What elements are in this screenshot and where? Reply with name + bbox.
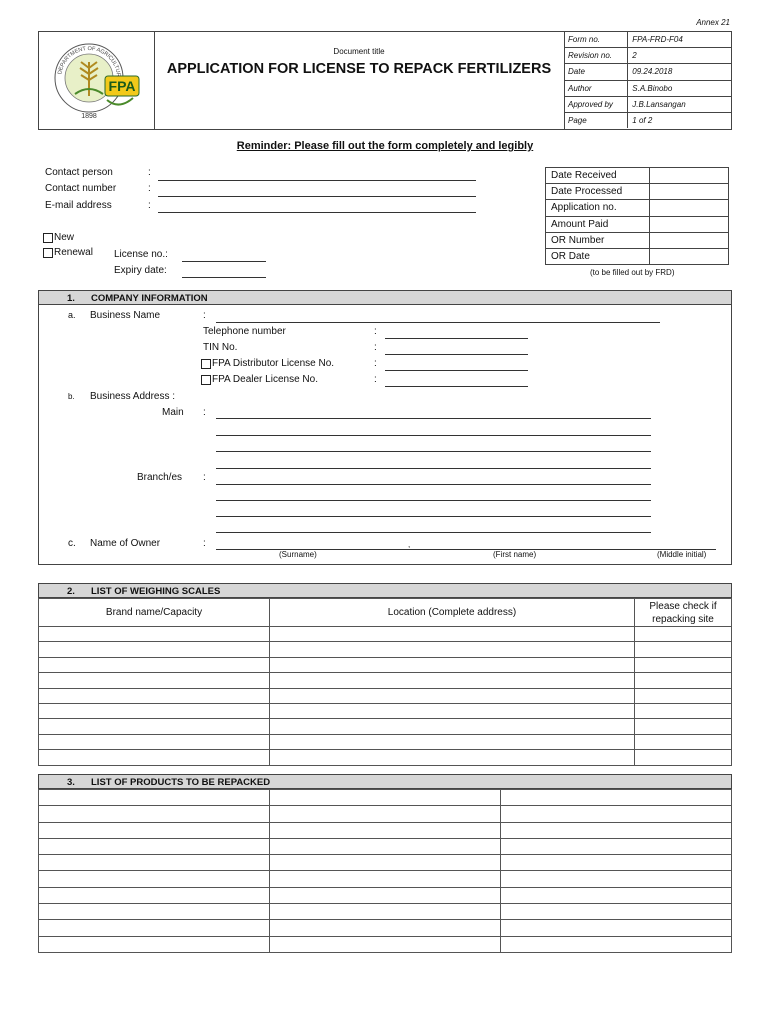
dealer-license-label: FPA Dealer License No.	[212, 374, 318, 385]
item-c-label: c.	[68, 538, 76, 549]
middle-initial-caption: (Middle initial)	[657, 550, 707, 559]
logo-cell	[39, 32, 155, 129]
colon: :	[374, 374, 377, 385]
table-cell[interactable]	[635, 688, 732, 703]
section-title: LIST OF WEIGHING SCALES	[91, 586, 221, 597]
table-cell[interactable]	[501, 806, 732, 822]
expiry-date-label: Expiry date:	[114, 265, 167, 276]
new-label: New	[54, 232, 75, 243]
contact-person-label: Contact person	[45, 167, 113, 178]
table-cell[interactable]	[635, 673, 732, 688]
table-cell[interactable]	[270, 822, 501, 838]
amount-paid-field[interactable]	[650, 216, 729, 232]
expiry-date-field[interactable]	[182, 277, 266, 278]
table-cell[interactable]	[501, 790, 732, 806]
table-cell[interactable]	[39, 855, 270, 871]
table-cell[interactable]	[635, 627, 732, 642]
tin-field[interactable]	[385, 354, 528, 355]
frd-label: OR Number	[546, 232, 650, 248]
seal-ring-text: DEPARTMENT OF AGRICULTUR	[57, 45, 122, 78]
table-cell[interactable]	[270, 642, 635, 657]
colon: :	[203, 310, 206, 321]
business-name-field[interactable]	[216, 322, 660, 323]
colon: :	[148, 200, 151, 211]
table-cell[interactable]	[270, 703, 635, 718]
dealer-license-checkbox[interactable]	[201, 375, 211, 385]
colon: :	[148, 167, 151, 178]
table-cell[interactable]	[501, 936, 732, 952]
meta-key: Author	[564, 80, 628, 96]
contact-number-label: Contact number	[45, 183, 117, 194]
table-cell[interactable]	[39, 657, 270, 672]
main-address-line-4[interactable]	[216, 468, 651, 469]
weighing-scales-table	[38, 598, 732, 766]
table-cell[interactable]	[270, 750, 635, 765]
table-cell[interactable]	[39, 887, 270, 903]
section1-header	[38, 290, 732, 305]
email-label: E-mail address	[45, 200, 112, 211]
distributor-license-field[interactable]	[385, 370, 528, 371]
colon: :	[203, 407, 206, 418]
table-cell[interactable]	[39, 750, 270, 765]
main-address-line-2[interactable]	[216, 435, 651, 436]
table-cell[interactable]	[270, 719, 635, 734]
department-seal-icon	[47, 38, 147, 124]
item-a-label: a.	[68, 310, 76, 320]
table-cell[interactable]	[39, 904, 270, 920]
table-cell[interactable]	[39, 734, 270, 749]
new-checkbox[interactable]	[43, 233, 53, 243]
meta-value: 2	[628, 48, 731, 64]
table-cell[interactable]	[501, 855, 732, 871]
distributor-license-label: FPA Distributor License No.	[212, 358, 335, 369]
branch-address-line-4[interactable]	[216, 532, 651, 533]
table-cell[interactable]	[270, 734, 635, 749]
table-cell[interactable]	[39, 719, 270, 734]
colon: :	[374, 326, 377, 337]
table-cell[interactable]	[635, 750, 732, 765]
frd-label: Date Received	[546, 168, 650, 184]
document-meta-table	[564, 32, 731, 128]
business-address-label: Business Address :	[90, 391, 176, 402]
column-header-location: Location (Complete address)	[270, 599, 635, 627]
table-cell[interactable]	[501, 887, 732, 903]
table-cell[interactable]	[270, 871, 501, 887]
meta-key: Revision no.	[564, 48, 628, 64]
table-cell[interactable]	[270, 887, 501, 903]
meta-value: 09.24.2018	[628, 64, 731, 80]
meta-value: 1 of 2	[632, 116, 653, 126]
colon: :	[203, 472, 206, 483]
main-address-line-1[interactable]	[216, 418, 651, 419]
colon: :	[374, 358, 377, 369]
table-cell[interactable]	[270, 904, 501, 920]
section-number: 3.	[67, 777, 75, 788]
seal-year: 1898	[81, 113, 97, 120]
table-cell[interactable]	[501, 920, 732, 936]
dealer-license-field[interactable]	[385, 386, 528, 387]
meta-value: S.A.Binobo	[628, 80, 731, 96]
renewal-label: Renewal	[54, 247, 93, 258]
meta-key: Page	[564, 112, 628, 128]
application-no-field[interactable]	[650, 200, 729, 216]
products-table	[38, 789, 732, 953]
table-cell[interactable]	[270, 806, 501, 822]
frd-label: OR Date	[546, 248, 650, 264]
or-date-field[interactable]	[650, 248, 729, 264]
owner-name-label: Name of Owner	[90, 538, 161, 549]
branch-address-line-1[interactable]	[216, 484, 651, 485]
table-cell[interactable]	[270, 673, 635, 688]
distributor-license-checkbox[interactable]	[201, 359, 211, 369]
table-cell[interactable]	[39, 673, 270, 688]
meta-key: Date	[564, 64, 628, 80]
annex-label: Annex 21	[696, 18, 730, 27]
table-cell[interactable]	[501, 871, 732, 887]
reminder-text: Reminder: Please fill out the form completely and legibly	[236, 140, 534, 152]
table-cell[interactable]	[39, 642, 270, 657]
email-field[interactable]	[158, 212, 476, 213]
table-cell[interactable]	[39, 871, 270, 887]
contact-person-field[interactable]	[158, 180, 476, 181]
tin-label: TIN No.	[203, 342, 238, 353]
table-cell[interactable]	[39, 627, 270, 642]
table-cell[interactable]	[270, 920, 501, 936]
date-processed-field[interactable]	[650, 184, 729, 200]
table-cell[interactable]	[270, 657, 635, 672]
fpa-logo-text: FPA	[108, 78, 136, 94]
table-cell[interactable]	[270, 838, 501, 854]
license-no-label: License no.:	[114, 249, 168, 260]
date-received-field[interactable]	[650, 168, 729, 184]
table-cell[interactable]	[270, 855, 501, 871]
meta-value: J.B.Lansangan	[628, 96, 731, 112]
frd-label: Amount Paid	[546, 216, 650, 232]
telephone-label: Telephone number	[203, 326, 286, 337]
main-address-label: Main	[162, 407, 184, 418]
telephone-field[interactable]	[385, 338, 528, 339]
item-b-label: b.	[68, 392, 75, 401]
colon: :	[203, 538, 206, 549]
surname-caption: (Surname)	[279, 550, 317, 559]
section-number: 1.	[67, 293, 75, 304]
section-title: LIST OF PRODUCTS TO BE REPACKED	[91, 777, 271, 788]
table-cell[interactable]	[39, 822, 270, 838]
table-cell[interactable]	[635, 703, 732, 718]
table-cell[interactable]	[39, 806, 270, 822]
column-header-brand: Brand name/Capacity	[39, 599, 270, 627]
section-title: COMPANY INFORMATION	[91, 293, 208, 304]
title-cell	[154, 32, 565, 129]
frd-use-table	[545, 167, 729, 265]
table-cell[interactable]	[270, 688, 635, 703]
renewal-checkbox[interactable]	[43, 248, 53, 258]
branch-address-line-2[interactable]	[216, 500, 651, 501]
table-cell[interactable]	[39, 790, 270, 806]
document-header	[38, 31, 732, 130]
table-cell[interactable]	[635, 657, 732, 672]
contact-number-field[interactable]	[158, 196, 476, 197]
section-number: 2.	[67, 586, 75, 597]
business-name-label: Business Name	[90, 310, 161, 321]
name-comma: ,	[408, 540, 411, 549]
table-cell[interactable]	[635, 642, 732, 657]
document-title: APPLICATION FOR LICENSE TO REPACK FERTILIZERS	[166, 61, 552, 77]
document-title-label: Document title	[333, 47, 385, 56]
or-number-field[interactable]	[650, 232, 729, 248]
colon: :	[374, 342, 377, 353]
table-cell[interactable]	[39, 703, 270, 718]
table-cell[interactable]	[270, 936, 501, 952]
license-no-field[interactable]	[182, 261, 266, 262]
table-cell[interactable]	[501, 822, 732, 838]
table-cell[interactable]	[39, 920, 270, 936]
table-cell[interactable]	[501, 838, 732, 854]
table-cell[interactable]	[501, 904, 732, 920]
table-cell[interactable]	[635, 734, 732, 749]
column-header-repacking-site: Please check if repacking site	[635, 599, 732, 627]
frd-note: (to be filled out by FRD)	[590, 268, 675, 277]
meta-value: FPA-FRD-F04	[628, 32, 731, 48]
table-cell[interactable]	[270, 790, 501, 806]
table-cell[interactable]	[39, 838, 270, 854]
table-cell[interactable]	[39, 936, 270, 952]
section2-header	[38, 583, 732, 598]
meta-key: Form no.	[564, 32, 628, 48]
colon: :	[148, 183, 151, 194]
branch-address-line-3[interactable]	[216, 516, 651, 517]
table-cell[interactable]	[635, 719, 732, 734]
frd-label: Application no.	[546, 200, 650, 216]
branch-address-label: Branch/es	[137, 472, 183, 483]
table-cell[interactable]	[270, 627, 635, 642]
main-address-line-3[interactable]	[216, 451, 651, 452]
meta-key: Approved by	[564, 96, 628, 112]
first-name-caption: (First name)	[493, 550, 537, 559]
section3-header	[38, 774, 732, 789]
frd-label: Date Processed	[546, 184, 650, 200]
table-cell[interactable]	[39, 688, 270, 703]
